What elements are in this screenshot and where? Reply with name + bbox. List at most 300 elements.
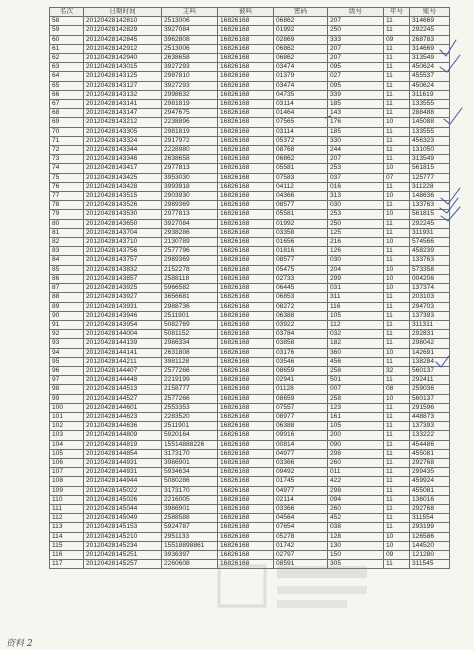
table-row (50, 26, 450, 35)
table-row (50, 274, 450, 283)
cell-year: 11 (384, 412, 410, 421)
cell-datetime: 20120428143650 (84, 219, 162, 228)
cell-account: 560137 (410, 394, 450, 403)
cell-datetime: 20120428143147 (84, 109, 162, 118)
cell-caller: 3936397 (162, 550, 218, 559)
cell-rank: 77 (50, 192, 84, 201)
cell-password: 05581 (274, 210, 328, 219)
table-row (50, 44, 450, 53)
table-row (50, 376, 450, 385)
table-row (50, 201, 450, 210)
cell-called: 16826168 (218, 238, 274, 247)
cell-caller: 2152278 (162, 265, 218, 274)
table-row (50, 394, 450, 403)
cell-rank: 103 (50, 431, 84, 440)
cell-level: 123 (328, 403, 384, 412)
cell-password: 07557 (274, 403, 328, 412)
cell-datetime: 20120428143946 (84, 311, 162, 320)
cell-account: 259036 (410, 385, 450, 394)
table-row (50, 504, 450, 513)
cell-datetime: 20120428145153 (84, 523, 162, 532)
cell-account: 456323 (410, 136, 450, 145)
table-row (50, 385, 450, 394)
cell-level: 200 (328, 431, 384, 440)
cell-caller: 2917972 (162, 136, 218, 145)
cell-caller: 2989369 (162, 256, 218, 265)
cell-caller: 15514888226 (162, 440, 218, 449)
cell-caller: 5934634 (162, 468, 218, 477)
cell-datetime: 20120428143857 (84, 274, 162, 283)
cell-datetime: 20120428143305 (84, 127, 162, 136)
cell-account: 448873 (410, 412, 450, 421)
cell-account: 311228 (410, 182, 450, 191)
table-row (50, 440, 450, 449)
cell-caller: 5081152 (162, 330, 218, 339)
cell-called: 16826168 (218, 550, 274, 559)
cell-caller: 2903930 (162, 192, 218, 201)
cell-called: 16826168 (218, 458, 274, 467)
table-row (50, 458, 450, 467)
cell-called: 16826168 (218, 100, 274, 109)
table-row (50, 431, 450, 440)
table-row (50, 127, 450, 136)
cell-rank: 82 (50, 238, 84, 247)
cell-level: 333 (328, 35, 384, 44)
cell-rank: 90 (50, 311, 84, 320)
cell-caller: 2577266 (162, 366, 218, 375)
cell-account: 573358 (410, 265, 450, 274)
cell-datetime: 20120428143704 (84, 228, 162, 237)
cell-level: 016 (328, 182, 384, 191)
cell-datetime: 20120428144211 (84, 357, 162, 366)
cell-account: 138284 (410, 357, 450, 366)
table-row (50, 403, 450, 412)
cell-password: 06388 (274, 422, 328, 431)
cell-called: 16826168 (218, 118, 274, 127)
cell-datetime: 20120428142810 (84, 17, 162, 26)
cell-rank: 108 (50, 477, 84, 486)
cell-year: 11 (384, 504, 410, 513)
table-row (50, 330, 450, 339)
cell-password: 03474 (274, 63, 328, 72)
cell-caller: 3953030 (162, 173, 218, 182)
table-row (50, 247, 450, 256)
cell-caller: 5080286 (162, 477, 218, 486)
cell-rank: 92 (50, 330, 84, 339)
cell-called: 16826168 (218, 219, 274, 228)
cell-year: 10 (384, 284, 410, 293)
table-row (50, 192, 450, 201)
cell-year: 11 (384, 486, 410, 495)
cell-password: 04977 (274, 486, 328, 495)
cell-datetime: 20120428145044 (84, 504, 162, 513)
cell-caller: 2631808 (162, 348, 218, 357)
table-row (50, 495, 450, 504)
cell-level: 452 (328, 514, 384, 523)
cell-rank: 68 (50, 109, 84, 118)
cell-account: 148636 (410, 192, 450, 201)
cell-datetime: 20120428144601 (84, 403, 162, 412)
cell-called: 16826168 (218, 422, 274, 431)
table-body (50, 17, 450, 569)
table-row (50, 514, 450, 523)
cell-rank: 106 (50, 458, 84, 467)
cell-called: 16826168 (218, 394, 274, 403)
cell-password: 02941 (274, 376, 328, 385)
cell-datetime: 20120428143425 (84, 173, 162, 182)
cell-year: 11 (384, 293, 410, 302)
cell-caller: 3927293 (162, 63, 218, 72)
cell-called: 16826168 (218, 274, 274, 283)
cell-year: 11 (384, 201, 410, 210)
cell-password: 03366 (274, 458, 328, 467)
table-row (50, 468, 450, 477)
cell-year: 11 (384, 100, 410, 109)
cell-password: 06853 (274, 293, 328, 302)
cell-year: 10 (384, 541, 410, 550)
cell-level: 105 (328, 311, 384, 320)
cell-account: 126586 (410, 532, 450, 541)
cell-caller: 2511901 (162, 422, 218, 431)
table-row (50, 293, 450, 302)
cell-datetime: 20120428143515 (84, 192, 162, 201)
cell-called: 16826168 (218, 403, 274, 412)
cell-caller: 5920164 (162, 431, 218, 440)
cell-called: 16826168 (218, 63, 274, 72)
cell-rank: 62 (50, 54, 84, 63)
cell-level: 250 (328, 219, 384, 228)
cell-caller: 2988736 (162, 302, 218, 311)
table-row (50, 449, 450, 458)
cell-called: 16826168 (218, 514, 274, 523)
table-row (50, 63, 450, 72)
cell-level: 360 (328, 348, 384, 357)
cell-year: 11 (384, 109, 410, 118)
cell-caller: 2283520 (162, 412, 218, 421)
cell-account: 004206 (410, 274, 450, 283)
cell-password: 02797 (274, 550, 328, 559)
cell-datetime: 20120428144944 (84, 477, 162, 486)
cell-rank: 99 (50, 394, 84, 403)
cell-rank: 116 (50, 550, 84, 559)
cell-datetime: 20120428143832 (84, 265, 162, 274)
cell-year: 11 (384, 339, 410, 348)
cell-account: 131050 (410, 146, 450, 155)
cell-caller: 2219199 (162, 376, 218, 385)
cell-rank: 89 (50, 302, 84, 311)
cell-caller: 2130789 (162, 238, 218, 247)
cell-rank: 67 (50, 100, 84, 109)
cell-password: 01656 (274, 238, 328, 247)
cell-caller: 2577266 (162, 394, 218, 403)
cell-caller: 2987810 (162, 72, 218, 81)
cell-year: 11 (384, 146, 410, 155)
cell-level: 128 (328, 532, 384, 541)
cell-password: 03366 (274, 504, 328, 513)
cell-level: 422 (328, 477, 384, 486)
cell-password: 08577 (274, 201, 328, 210)
cell-rank: 97 (50, 376, 84, 385)
cell-datetime: 20120428143346 (84, 155, 162, 164)
cell-called: 16826168 (218, 449, 274, 458)
cell-password: 00814 (274, 440, 328, 449)
column-header-password: 密码 (274, 8, 328, 17)
cell-level: 116 (328, 302, 384, 311)
table-row (50, 72, 450, 81)
cell-level: 095 (328, 63, 384, 72)
cell-level: 260 (328, 504, 384, 513)
cell-password: 05475 (274, 265, 328, 274)
cell-password: 05581 (274, 164, 328, 173)
cell-level: 143 (328, 109, 384, 118)
cell-datetime: 20120428144623 (84, 412, 162, 421)
cell-caller: 3986901 (162, 504, 218, 513)
table-row (50, 118, 450, 127)
cell-password: 05372 (274, 136, 328, 145)
table-row (50, 302, 450, 311)
cell-datetime: 20120428143212 (84, 118, 162, 127)
cell-account: 292768 (410, 504, 450, 513)
cell-rank: 91 (50, 320, 84, 329)
cell-account: 144520 (410, 541, 450, 550)
cell-rank: 74 (50, 164, 84, 173)
cell-account: 458239 (410, 247, 450, 256)
cell-password: 08659 (274, 394, 328, 403)
cell-year: 08 (384, 385, 410, 394)
table-row (50, 182, 450, 191)
table-row (50, 311, 450, 320)
cell-password: 01992 (274, 219, 328, 228)
cell-datetime: 20120428142845 (84, 35, 162, 44)
cell-password: 06862 (274, 17, 328, 26)
cell-account: 450624 (410, 63, 450, 72)
cell-rank: 71 (50, 136, 84, 145)
table-row (50, 412, 450, 421)
cell-rank: 95 (50, 357, 84, 366)
watermark-logo (215, 558, 375, 618)
cell-datetime: 20120428144854 (84, 449, 162, 458)
cell-account: 314669 (410, 44, 450, 53)
cell-password: 01379 (274, 72, 328, 81)
table-row (50, 90, 450, 99)
cell-level: 305 (328, 560, 384, 569)
cell-called: 16826168 (218, 385, 274, 394)
cell-account: 455081 (410, 449, 450, 458)
cell-called: 16826168 (218, 532, 274, 541)
cell-called: 16826168 (218, 541, 274, 550)
cell-account: 455537 (410, 72, 450, 81)
cell-rank: 112 (50, 514, 84, 523)
cell-year: 11 (384, 477, 410, 486)
cell-account: 145088 (410, 118, 450, 127)
cell-year: 11 (384, 26, 410, 35)
cell-year: 10 (384, 238, 410, 247)
cell-level: 105 (328, 422, 384, 431)
cell-level: 027 (328, 72, 384, 81)
cell-level: 125 (328, 228, 384, 237)
cell-rank: 70 (50, 127, 84, 136)
cell-level: 299 (328, 274, 384, 283)
cell-datetime: 20120428144004 (84, 330, 162, 339)
cell-password: 08977 (274, 412, 328, 421)
cell-rank: 69 (50, 118, 84, 127)
cell-rank: 80 (50, 219, 84, 228)
table-row (50, 532, 450, 541)
cell-caller: 2228980 (162, 146, 218, 155)
cell-rank: 58 (50, 17, 84, 26)
cell-rank: 88 (50, 293, 84, 302)
cell-year: 11 (384, 72, 410, 81)
cell-datetime: 20120428144636 (84, 422, 162, 431)
table-header-row (50, 8, 450, 17)
cell-datetime: 20120428145049 (84, 514, 162, 523)
column-header-rank: 名次 (50, 8, 84, 17)
cell-called: 16826168 (218, 35, 274, 44)
cell-password: 06862 (274, 155, 328, 164)
cell-level: 298 (328, 486, 384, 495)
cell-year: 32 (384, 366, 410, 375)
cell-password: 04366 (274, 192, 328, 201)
cell-password: 03474 (274, 81, 328, 90)
cell-called: 16826168 (218, 247, 274, 256)
cell-called: 16826168 (218, 72, 274, 81)
cell-year: 11 (384, 311, 410, 320)
cell-password: 01128 (274, 385, 328, 394)
cell-year: 11 (384, 90, 410, 99)
cell-rank: 84 (50, 256, 84, 265)
cell-account: 574566 (410, 238, 450, 247)
table-row (50, 54, 450, 63)
cell-year: 10 (384, 348, 410, 357)
cell-year: 09 (384, 35, 410, 44)
cell-datetime: 20120428143428 (84, 182, 162, 191)
cell-year: 10 (384, 394, 410, 403)
cell-caller: 2553353 (162, 403, 218, 412)
cell-account: 137393 (410, 422, 450, 431)
cell-datetime: 20120428143530 (84, 210, 162, 219)
table-row (50, 541, 450, 550)
cell-caller: 2998632 (162, 90, 218, 99)
cell-account: 561815 (410, 210, 450, 219)
cell-level: 204 (328, 265, 384, 274)
cell-rank: 110 (50, 495, 84, 504)
cell-account: 314669 (410, 17, 450, 26)
cell-level: 150 (328, 550, 384, 559)
cell-level: 038 (328, 523, 384, 532)
cell-password: 04977 (274, 449, 328, 458)
cell-account: 137393 (410, 311, 450, 320)
cell-datetime: 20120428143954 (84, 320, 162, 329)
cell-rank: 114 (50, 532, 84, 541)
cell-year: 11 (384, 17, 410, 26)
cell-level: 207 (328, 44, 384, 53)
cell-level: 182 (328, 339, 384, 348)
cell-account: 294703 (410, 302, 450, 311)
cell-year: 11 (384, 495, 410, 504)
cell-datetime: 20120428144527 (84, 394, 162, 403)
cell-caller: 3981128 (162, 357, 218, 366)
cell-datetime: 20120428145022 (84, 486, 162, 495)
cell-caller: 5924787 (162, 523, 218, 532)
cell-datetime: 20120428144141 (84, 348, 162, 357)
cell-level: 250 (328, 26, 384, 35)
cell-account: 450624 (410, 81, 450, 90)
cell-called: 16826168 (218, 54, 274, 63)
cell-year: 10 (384, 118, 410, 127)
cell-account: 455081 (410, 486, 450, 495)
cell-level: 258 (328, 366, 384, 375)
cell-password: 08659 (274, 366, 328, 375)
cell-password: 06445 (274, 284, 328, 293)
cell-rank: 87 (50, 284, 84, 293)
cell-caller: 2577796 (162, 247, 218, 256)
cell-called: 16826168 (218, 486, 274, 495)
cell-year: 11 (384, 560, 410, 569)
cell-rank: 76 (50, 182, 84, 191)
cell-rank: 104 (50, 440, 84, 449)
cell-account: 293199 (410, 523, 450, 532)
cell-called: 16826168 (218, 560, 274, 569)
cell-level: 313 (328, 192, 384, 201)
cell-level: 007 (328, 385, 384, 394)
cell-password: 01992 (274, 26, 328, 35)
cell-account: 136016 (410, 495, 450, 504)
cell-level: 311 (328, 293, 384, 302)
cell-caller: 2216005 (162, 495, 218, 504)
table-row (50, 146, 450, 155)
cell-called: 16826168 (218, 339, 274, 348)
cell-caller: 2981819 (162, 127, 218, 136)
cell-level: 253 (328, 210, 384, 219)
cell-level: 185 (328, 127, 384, 136)
table-row (50, 173, 450, 182)
cell-datetime: 20120428144407 (84, 366, 162, 375)
cell-level: 216 (328, 238, 384, 247)
cell-account: 560137 (410, 366, 450, 375)
cell-caller: 2511901 (162, 311, 218, 320)
cell-level: 456 (328, 357, 384, 366)
cell-year: 11 (384, 247, 410, 256)
cell-called: 16826168 (218, 293, 274, 302)
cell-caller: 2638658 (162, 54, 218, 63)
cell-password: 07583 (274, 173, 328, 182)
cell-called: 16826168 (218, 256, 274, 265)
cell-datetime: 20120428143927 (84, 293, 162, 302)
cell-year: 11 (384, 81, 410, 90)
cell-datetime: 20120428143125 (84, 72, 162, 81)
cell-account: 121280 (410, 550, 450, 559)
cell-password: 08577 (274, 256, 328, 265)
cell-rank: 72 (50, 146, 84, 155)
cell-caller: 15518898861 (162, 541, 218, 550)
cell-datetime: 20120428142940 (84, 54, 162, 63)
cell-year: 10 (384, 274, 410, 283)
cell-called: 16826168 (218, 192, 274, 201)
cell-level: 176 (328, 118, 384, 127)
cell-called: 16826168 (218, 109, 274, 118)
cell-rank: 64 (50, 72, 84, 81)
cell-datetime: 20120428145251 (84, 550, 162, 559)
cell-called: 16826168 (218, 311, 274, 320)
cell-datetime: 20120428145026 (84, 495, 162, 504)
cell-password: 03784 (274, 330, 328, 339)
cell-level: 258 (328, 394, 384, 403)
cell-datetime: 20120428144809 (84, 431, 162, 440)
cell-account: 292411 (410, 376, 450, 385)
cell-password: 03922 (274, 320, 328, 329)
cell-account: 288488 (410, 109, 450, 118)
table-row (50, 136, 450, 145)
